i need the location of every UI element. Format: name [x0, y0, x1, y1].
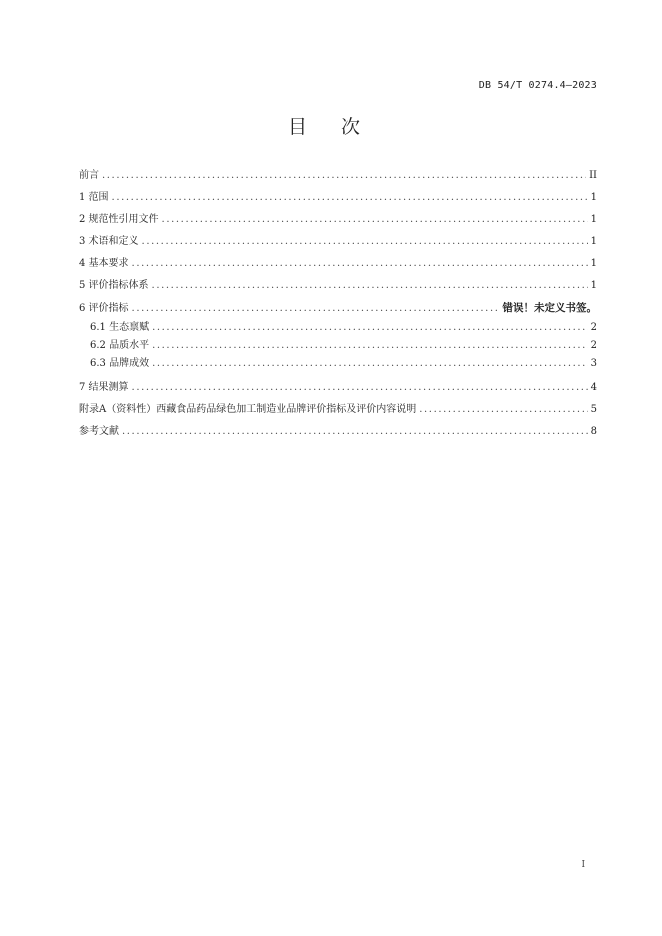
toc-entry-appendix-a[interactable] [79, 399, 597, 421]
toc-page-number: 1 [590, 258, 597, 269]
toc-page-number: 1 [590, 214, 597, 225]
page-title: 目 次 [287, 116, 375, 138]
toc-leader-dots [112, 187, 588, 209]
toc-label: 前言 [79, 170, 99, 181]
toc-entry-scope[interactable] [79, 187, 597, 209]
toc-leader-dots [132, 377, 588, 399]
toc-leader-dots [102, 165, 586, 187]
toc-leader-dots [152, 337, 588, 355]
table-of-contents [79, 165, 597, 443]
toc-leader-dots [122, 421, 588, 443]
toc-page-number: 2 [590, 340, 597, 351]
toc-entry-ecological-endowment[interactable] [79, 319, 597, 337]
toc-label: 3 术语和定义 [79, 236, 139, 247]
toc-entry-result-calculation[interactable] [79, 377, 597, 399]
standard-code: DB 54/T 0274.4—2023 [478, 80, 597, 91]
toc-label: 6.2 品质水平 [90, 340, 150, 351]
toc-label: 4 基本要求 [79, 258, 129, 269]
toc-entry-indicator-system[interactable] [79, 275, 597, 297]
toc-entry-basic-requirements[interactable] [79, 253, 597, 275]
toc-label: 附录A（资料性）西藏食品药品绿色加工制造业品牌评价指标及评价内容说明 [79, 404, 417, 415]
toc-leader-dots [152, 355, 588, 373]
toc-leader-dots [162, 209, 588, 231]
toc-page-number: 3 [590, 358, 597, 369]
toc-entry-foreword[interactable] [79, 165, 597, 187]
toc-entry-bibliography[interactable] [79, 421, 597, 443]
toc-leader-dots [152, 275, 588, 297]
toc-page-number: 1 [590, 280, 597, 291]
toc-bookmark-error: 错误！未定义书签。 [502, 302, 597, 314]
toc-label: 1 范围 [79, 192, 109, 203]
toc-leader-dots [142, 231, 588, 253]
toc-page-number: 1 [590, 192, 597, 203]
toc-entry-terms-definitions[interactable] [79, 231, 597, 253]
toc-entry-brand-effectiveness[interactable] [79, 355, 597, 373]
toc-leader-dots [152, 319, 588, 337]
toc-entry-quality-level[interactable] [79, 337, 597, 355]
toc-label: 6.1 生态禀赋 [90, 322, 150, 333]
toc-page-number: 2 [590, 322, 597, 333]
toc-page-number: II [589, 170, 597, 181]
toc-label: 参考文献 [79, 426, 119, 437]
toc-leader-dots [132, 253, 588, 275]
toc-label: 6 评价指标 [79, 303, 129, 314]
toc-page-number: 8 [590, 426, 597, 437]
toc-entry-evaluation-indicators[interactable] [79, 297, 597, 319]
toc-page-number: 5 [590, 404, 597, 415]
toc-leader-dots [419, 399, 587, 421]
toc-page-number: 1 [590, 236, 597, 247]
toc-label: 6.3 品牌成效 [90, 358, 150, 369]
toc-page-number: 4 [590, 382, 597, 393]
page-number: I [581, 860, 585, 870]
toc-entry-normative-references[interactable] [79, 209, 597, 231]
toc-label: 5 评价指标体系 [79, 280, 149, 291]
toc-leader-dots [132, 298, 500, 320]
toc-label: 2 规范性引用文件 [79, 214, 159, 225]
toc-label: 7 结果测算 [79, 382, 129, 393]
